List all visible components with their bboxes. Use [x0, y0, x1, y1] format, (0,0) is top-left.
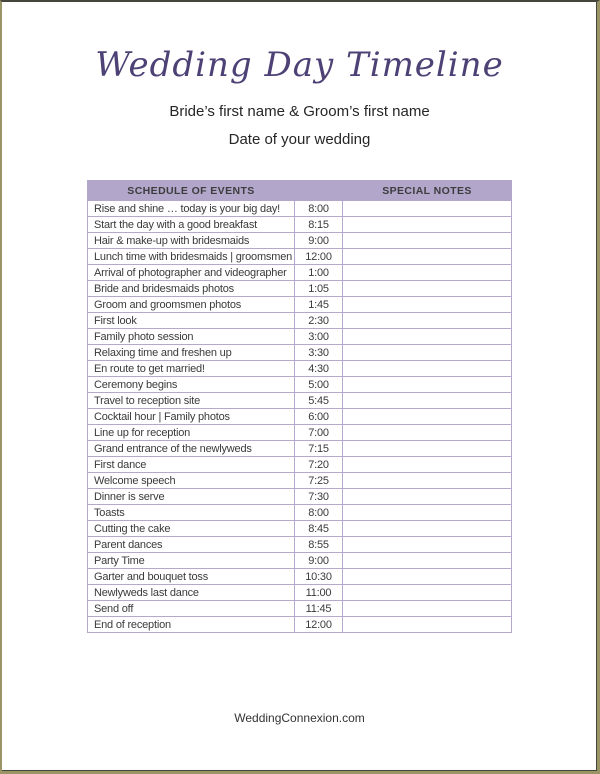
table-row [88, 585, 512, 601]
table-row [88, 441, 512, 457]
table-row [88, 281, 512, 297]
time-cell: 6:00 [295, 409, 343, 425]
table-row [88, 425, 512, 441]
event-cell: En route to get married! [88, 361, 295, 377]
event-cell: Send off [88, 601, 295, 617]
time-cell: 3:30 [295, 345, 343, 361]
notes-cell [343, 201, 512, 217]
table-row [88, 409, 512, 425]
time-cell: 8:55 [295, 537, 343, 553]
time-cell: 7:20 [295, 457, 343, 473]
time-cell: 8:00 [295, 505, 343, 521]
event-cell: Parent dances [88, 537, 295, 553]
event-cell: Party Time [88, 553, 295, 569]
time-cell: 4:30 [295, 361, 343, 377]
event-cell: Welcome speech [88, 473, 295, 489]
time-cell: 7:25 [295, 473, 343, 489]
event-cell: First dance [88, 457, 295, 473]
table-row [88, 201, 512, 217]
table-row [88, 601, 512, 617]
event-cell: Dinner is serve [88, 489, 295, 505]
table-row [88, 249, 512, 265]
event-cell: Grand entrance of the newlyweds [88, 441, 295, 457]
time-cell: 11:00 [295, 585, 343, 601]
time-cell: 3:00 [295, 329, 343, 345]
time-cell: 1:45 [295, 297, 343, 313]
table-row [88, 265, 512, 281]
table-row [88, 457, 512, 473]
notes-cell [343, 425, 512, 441]
table-row [88, 297, 512, 313]
time-cell: 8:15 [295, 217, 343, 233]
time-cell: 9:00 [295, 233, 343, 249]
schedule-table-header [88, 181, 512, 201]
time-cell: 7:00 [295, 425, 343, 441]
schedule-body [88, 201, 512, 633]
notes-cell [343, 297, 512, 313]
time-cell: 5:45 [295, 393, 343, 409]
event-cell: Travel to reception site [88, 393, 295, 409]
table-row [88, 377, 512, 393]
schedule-table [87, 180, 512, 633]
notes-cell [343, 553, 512, 569]
notes-cell [343, 361, 512, 377]
time-cell: 7:15 [295, 441, 343, 457]
table-row [88, 313, 512, 329]
notes-cell [343, 441, 512, 457]
notes-cell [343, 569, 512, 585]
time-cell: 1:05 [295, 281, 343, 297]
time-cell: 10:30 [295, 569, 343, 585]
time-cell: 8:00 [295, 201, 343, 217]
notes-cell [343, 409, 512, 425]
table-row [88, 329, 512, 345]
event-cell: First look [88, 313, 295, 329]
event-cell: Relaxing time and freshen up [88, 345, 295, 361]
event-cell: Lunch time with bridesmaids | groomsmen [88, 249, 295, 265]
time-cell: 7:30 [295, 489, 343, 505]
event-cell: Hair & make-up with bridesmaids [88, 233, 295, 249]
time-cell: 11:45 [295, 601, 343, 617]
event-cell: Cocktail hour | Family photos [88, 409, 295, 425]
table-row [88, 569, 512, 585]
time-cell: 1:00 [295, 265, 343, 281]
table-row [88, 553, 512, 569]
table-row [88, 617, 512, 633]
event-cell: Line up for reception [88, 425, 295, 441]
event-cell: Toasts [88, 505, 295, 521]
notes-cell [343, 281, 512, 297]
notes-cell [343, 313, 512, 329]
notes-cell [343, 377, 512, 393]
time-cell: 12:00 [295, 249, 343, 265]
notes-cell [343, 489, 512, 505]
notes-cell [343, 457, 512, 473]
event-cell: Garter and bouquet toss [88, 569, 295, 585]
table-row [88, 505, 512, 521]
notes-cell [343, 601, 512, 617]
time-cell: 8:45 [295, 521, 343, 537]
event-cell: Start the day with a good breakfast [88, 217, 295, 233]
event-cell: Newlyweds last dance [88, 585, 295, 601]
notes-cell [343, 265, 512, 281]
notes-cell [343, 617, 512, 633]
notes-cell [343, 217, 512, 233]
notes-cell [343, 393, 512, 409]
time-cell: 9:00 [295, 553, 343, 569]
event-cell: Cutting the cake [88, 521, 295, 537]
table-row [88, 489, 512, 505]
table-row [88, 233, 512, 249]
table-row [88, 473, 512, 489]
event-cell: Rise and shine … today is your big day! [88, 201, 295, 217]
couple-names-line: Bride’s first name & Groom’s first name [169, 103, 430, 120]
time-cell: 5:00 [295, 377, 343, 393]
event-cell: Bride and bridesmaids photos [88, 281, 295, 297]
notes-cell [343, 521, 512, 537]
schedule-of-events-header: SCHEDULE OF EVENTS [88, 181, 295, 201]
table-row [88, 521, 512, 537]
notes-cell [343, 345, 512, 361]
table-row [88, 361, 512, 377]
event-cell: End of reception [88, 617, 295, 633]
time-cell: 12:00 [295, 617, 343, 633]
notes-cell [343, 505, 512, 521]
special-notes-header: SPECIAL NOTES [343, 181, 512, 201]
event-cell: Family photo session [88, 329, 295, 345]
time-column-header [295, 181, 343, 201]
table-row [88, 537, 512, 553]
wedding-date-line: Date of your wedding [228, 131, 371, 148]
event-cell: Groom and groomsmen photos [88, 297, 295, 313]
notes-cell [343, 329, 512, 345]
notes-cell [343, 473, 512, 489]
table-row [88, 217, 512, 233]
site-footer: WeddingConnexion.com [234, 711, 365, 725]
header-row [88, 181, 512, 201]
event-cell: Ceremony begins [88, 377, 295, 393]
page-title: Wedding Day Timeline [95, 45, 504, 85]
notes-cell [343, 233, 512, 249]
notes-cell [343, 537, 512, 553]
time-cell: 2:30 [295, 313, 343, 329]
notes-cell [343, 249, 512, 265]
table-row [88, 345, 512, 361]
notes-cell [343, 585, 512, 601]
table-row [88, 393, 512, 409]
event-cell: Arrival of photographer and videographer [88, 265, 295, 281]
